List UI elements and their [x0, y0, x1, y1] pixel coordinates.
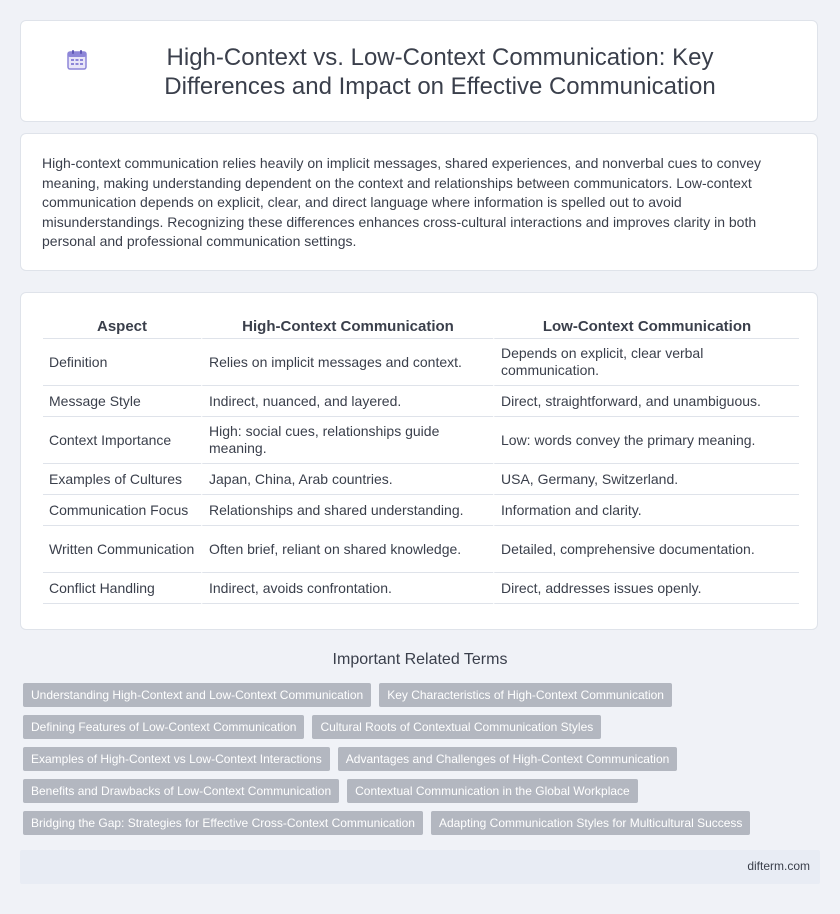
- table-row: [43, 464, 799, 495]
- footer-site-link[interactable]: difterm.com: [747, 859, 810, 873]
- intro-text: High-context communication relies heavily on implicit messages, shared experiences, and nonverbal cues to convey meaning, making understanding dependent on the context and relationships between communicators. Low-context communication depends on explicit, clear, and direct language where information is spelled out to avoid misunderstandings. Recognizing these differences enhances cross-cultural interactions and improves clarity in both personal and professional communication settings.: [42, 155, 762, 249]
- related-term-link[interactable]: Bridging the Gap: Strategies for Effective Cross-Context Communication: [23, 811, 423, 835]
- related-term-link[interactable]: Cultural Roots of Contextual Communication Styles: [312, 715, 601, 739]
- comparison-table: [43, 315, 799, 604]
- table-cell: Indirect, nuanced, and layered.: [201, 386, 493, 417]
- table-row: [43, 339, 799, 386]
- header-card: [20, 20, 818, 122]
- table-cell: Often brief, reliant on shared knowledge.: [201, 526, 493, 573]
- table-cell: Communication Focus: [43, 495, 201, 526]
- footer: [20, 850, 820, 884]
- table-cell: Context Importance: [43, 417, 201, 464]
- column-header: High-Context Communication: [201, 315, 493, 339]
- related-term-link[interactable]: Advantages and Challenges of High-Context Communication: [338, 747, 678, 771]
- column-header: Aspect: [43, 315, 201, 339]
- table-row: [43, 573, 799, 604]
- related-term-link[interactable]: Understanding High-Context and Low-Context Communication: [23, 683, 371, 707]
- table-cell: Information and clarity.: [493, 495, 799, 526]
- table-cell: Examples of Cultures: [43, 464, 201, 495]
- related-term-link[interactable]: Key Characteristics of High-Context Communication: [379, 683, 672, 707]
- table-cell: Direct, addresses issues openly.: [493, 573, 799, 604]
- table-cell: Conflict Handling: [43, 573, 201, 604]
- table-cell: Relies on implicit messages and context.: [201, 339, 493, 386]
- calendar-icon: [65, 48, 89, 72]
- related-term-link[interactable]: Adapting Communication Styles for Multicultural Success: [431, 811, 750, 835]
- table-cell: Detailed, comprehensive documentation.: [493, 526, 799, 573]
- table-cell: Message Style: [43, 386, 201, 417]
- page-title: High-Context vs. Low-Context Communication: Key Differences and Impact on Effective Communication: [164, 44, 716, 100]
- related-terms-heading: Important Related Terms: [332, 651, 508, 668]
- table-cell: Depends on explicit, clear verbal communication.: [493, 339, 799, 386]
- table-row: [43, 417, 799, 464]
- table-cell: Definition: [43, 339, 201, 386]
- table-row: [43, 526, 799, 573]
- table-header-row: [43, 315, 799, 339]
- related-term-link[interactable]: Examples of High-Context vs Low-Context Interactions: [23, 747, 330, 771]
- table-cell: USA, Germany, Switzerland.: [493, 464, 799, 495]
- table-cell: High: social cues, relationships guide meaning.: [201, 417, 493, 464]
- intro-card: [20, 133, 818, 271]
- comparison-card: [20, 292, 818, 630]
- table-cell: Relationships and shared understanding.: [201, 495, 493, 526]
- related-term-link[interactable]: Benefits and Drawbacks of Low-Context Communication: [23, 779, 339, 803]
- table-cell: Indirect, avoids confrontation.: [201, 573, 493, 604]
- related-term-link[interactable]: Defining Features of Low-Context Communication: [23, 715, 304, 739]
- table-row: [43, 495, 799, 526]
- table-cell: Written Communication: [43, 526, 201, 573]
- table-row: [43, 386, 799, 417]
- table-cell: Japan, China, Arab countries.: [201, 464, 493, 495]
- related-term-link[interactable]: Contextual Communication in the Global Workplace: [347, 779, 638, 803]
- column-header: Low-Context Communication: [493, 315, 799, 339]
- related-terms-list: [23, 683, 823, 843]
- table-cell: Direct, straightforward, and unambiguous.: [493, 386, 799, 417]
- table-cell: Low: words convey the primary meaning.: [493, 417, 799, 464]
